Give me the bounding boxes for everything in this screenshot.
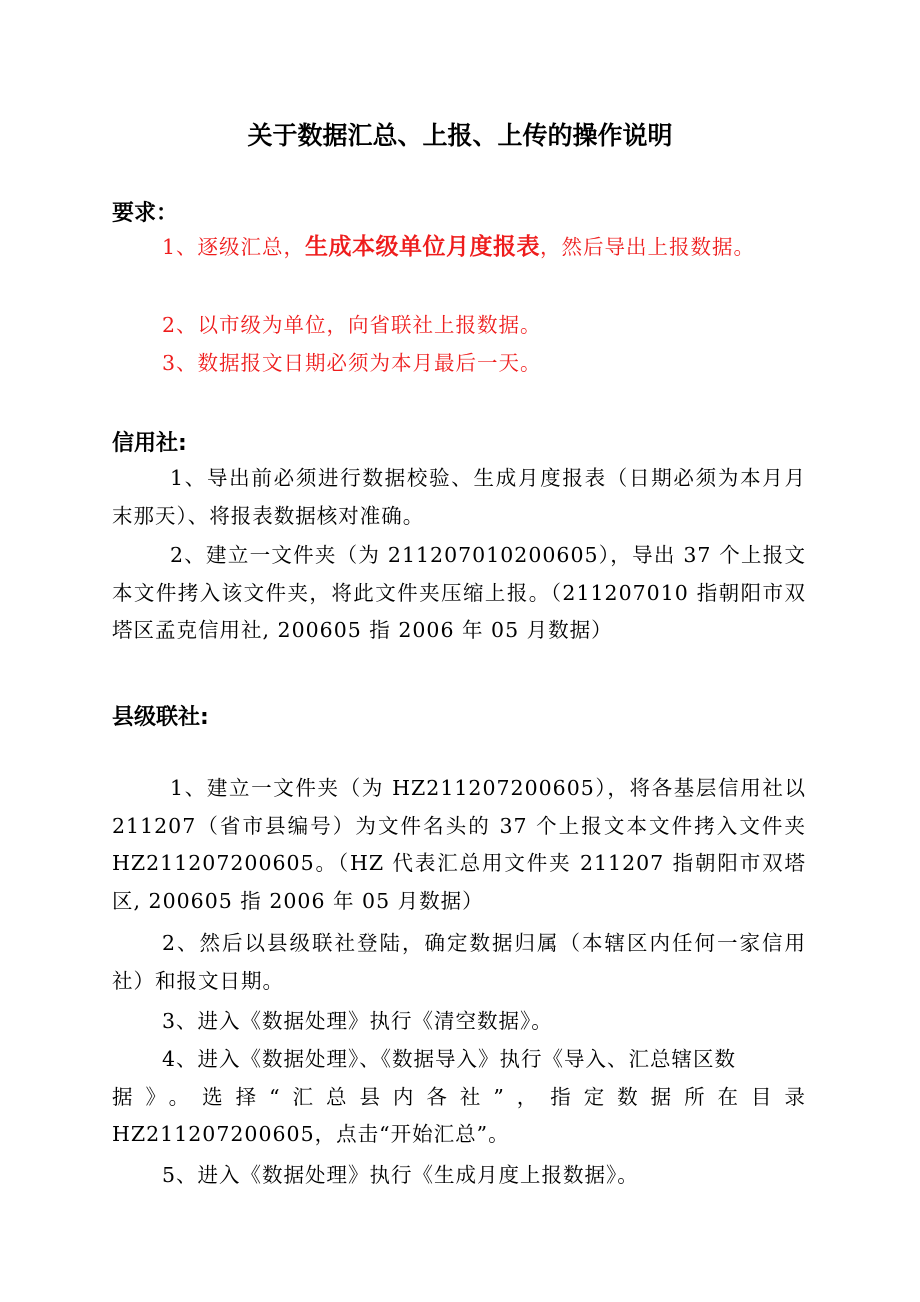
- requirement-item-2: 2、以市级为单位，向省联社上报数据。: [162, 313, 542, 337]
- requirement-item-1-prefix: 1、逐级汇总，: [162, 235, 306, 259]
- requirement-item-1-emphasis: 生成本级单位月度报表: [305, 234, 541, 260]
- county-union-item-4-line-1: 4、进入《数据处理》、《数据导入》执行《导入、汇总辖区数: [162, 1047, 737, 1071]
- requirement-item-3: 3、数据报文日期必须为本月最后一天。: [162, 351, 542, 375]
- county-union-item-1: 1、建立一文件夹（为 HZ211207200605），将各基层信用社以 211207（省市县编号）为文件名头的 37 个上报文本文件拷入文件夹 HZ211207200605。（HZ 代表汇总用文件夹 211207 指朝阳市双塔区, 200605 指 2006 年 05 月数据）: [112, 776, 806, 913]
- county-union-item-4: [112, 1041, 806, 1154]
- county-union-heading: 县级联社:: [112, 705, 209, 730]
- county-union-item-5: 5、进入《数据处理》执行《生成月度上报数据》。: [162, 1163, 639, 1187]
- requirements-heading: 要求：: [112, 201, 179, 226]
- county-union-item-2: 2、然后以县级联社登陆，确定数据归属（本辖区内任何一家信用社）和报文日期。: [112, 931, 806, 993]
- document-title: 关于数据汇总、上报、上传的操作说明: [247, 121, 673, 150]
- credit-union-item-1: 1、导出前必须进行数据校验、生成月度报表（日期必须为本月月末那天）、将报表数据核对准确。: [112, 466, 806, 528]
- requirement-item-1-suffix: ，然后导出上报数据。: [540, 235, 756, 259]
- requirement-item-1: [112, 229, 806, 267]
- county-union-item-4-line-3: HZ211207200605，点击“开始汇总”。: [112, 1122, 510, 1146]
- credit-union-heading: 信用社:: [112, 431, 187, 456]
- county-union-item-3: 3、进入《数据处理》执行《清空数据》。: [162, 1009, 553, 1033]
- county-union-item-4-line-2: 据》。选择“汇总县内各社”，指定数据所在目录: [112, 1084, 806, 1109]
- credit-union-item-2: 2、建立一文件夹（为 211207010200605），导出 37 个上报文本文件拷入该文件夹，将此文件夹压缩上报。（211207010 指朝阳市双塔区孟克信用社, 200605 指 2006 年 05 月数据）: [112, 543, 806, 642]
